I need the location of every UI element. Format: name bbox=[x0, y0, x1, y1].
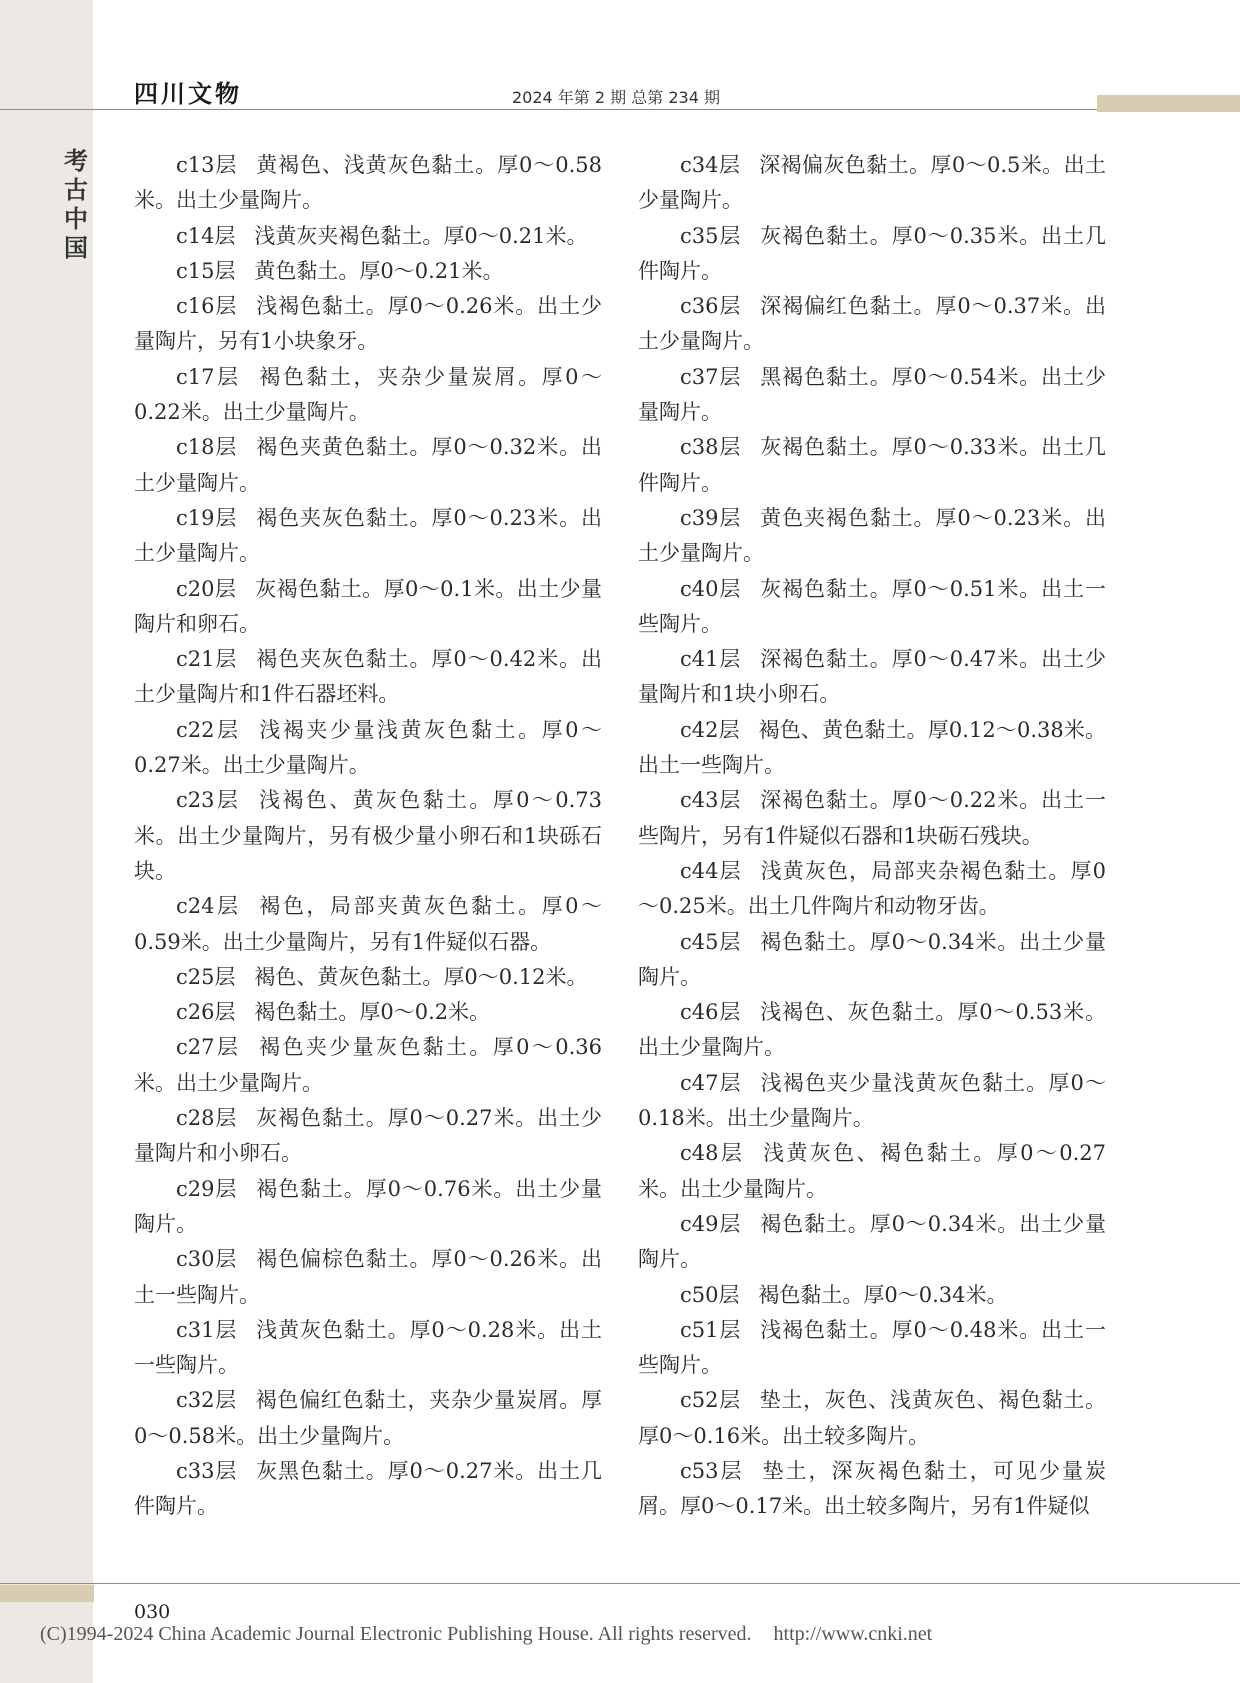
layer-description: 灰褐色黏土。厚0～0.51米。出土一些陶片。 bbox=[638, 576, 1106, 636]
journal-logo: 四川文物 bbox=[134, 80, 242, 108]
layer-id: c25层 bbox=[176, 964, 236, 989]
layer-entry bbox=[134, 1313, 602, 1384]
left-column bbox=[134, 148, 602, 1525]
layer-description: 褐色黏土，夹杂少量炭屑。厚0～0.22米。出土少量陶片。 bbox=[134, 364, 602, 425]
layer-id: c23层 bbox=[176, 788, 241, 813]
layer-id: c29层 bbox=[176, 1176, 238, 1201]
section-label bbox=[60, 146, 92, 262]
layer-entry bbox=[134, 642, 602, 713]
layer-description: 浅褐色夹少量浅黄灰色黏土。厚0～0.18米。出土少量陶片。 bbox=[638, 1070, 1106, 1131]
layer-id: c45层 bbox=[680, 929, 742, 954]
layer-id: c40层 bbox=[680, 576, 742, 601]
layer-id: c32层 bbox=[176, 1388, 237, 1413]
layer-entry bbox=[638, 148, 1106, 219]
layer-id: c30层 bbox=[176, 1247, 238, 1272]
layer-id: c39层 bbox=[680, 505, 742, 530]
layer-id: c37层 bbox=[680, 364, 742, 389]
layer-description: 褐色黏土。厚0～0.2米。 bbox=[254, 1000, 491, 1025]
layer-id: c13层 bbox=[176, 153, 238, 177]
layer-entry bbox=[134, 1172, 602, 1243]
layer-entry bbox=[638, 289, 1106, 360]
layer-description: 褐色夹少量灰色黏土。厚0～0.36米。出土少量陶片。 bbox=[134, 1035, 602, 1095]
copyright-notice bbox=[40, 1623, 932, 1646]
layer-description: 浅黄灰色，局部夹杂褐色黏土。厚0～0.25米。出土几件陶片和动物牙齿。 bbox=[638, 858, 1106, 919]
layer-description: 浅褐色黏土。厚0～0.26米。出土少量陶片，另有1小块象牙。 bbox=[134, 294, 602, 354]
section-label-char: 国 bbox=[64, 233, 88, 262]
layer-entry bbox=[638, 1454, 1106, 1525]
layer-description: 灰褐色黏土。厚0～0.1米。出土少量陶片和卵石。 bbox=[134, 576, 602, 636]
layer-entry bbox=[638, 1207, 1106, 1278]
layer-description: 褐色、黄灰色黏土。厚0～0.12米。 bbox=[254, 964, 588, 989]
layer-entry bbox=[134, 254, 602, 289]
copyright-text: (C)1994-2024 China Academic Journal Electronic Publishing House. All rights reserved. bbox=[40, 1623, 752, 1645]
section-label-char: 中 bbox=[64, 204, 88, 233]
layer-entry bbox=[638, 642, 1106, 713]
layer-id: c46层 bbox=[680, 1000, 742, 1025]
layer-description: 褐色偏棕色黏土。厚0～0.26米。出土一些陶片。 bbox=[134, 1247, 602, 1307]
layer-entry bbox=[638, 925, 1106, 996]
layer-id: c42层 bbox=[680, 717, 740, 742]
layer-entry bbox=[134, 289, 602, 360]
layer-entry bbox=[134, 1242, 602, 1313]
layer-description: 垫土，深灰褐色黏土，可见少量炭屑。厚0～0.17米。出土较多陶片，另有1件疑似 bbox=[638, 1458, 1106, 1519]
layer-entry bbox=[638, 995, 1106, 1066]
layer-description: 浅黄灰夹褐色黏土。厚0～0.21米。 bbox=[254, 223, 588, 248]
layer-description: 浅黄灰色黏土。厚0～0.28米。出土一些陶片。 bbox=[134, 1317, 602, 1378]
layer-id: c49层 bbox=[680, 1211, 742, 1236]
layer-entry bbox=[134, 1101, 602, 1172]
layer-description: 褐色黏土。厚0～0.34米。 bbox=[758, 1282, 1008, 1307]
layer-id: c20层 bbox=[176, 576, 237, 601]
layer-entry bbox=[134, 572, 602, 643]
layer-description: 灰黑色黏土。厚0～0.27米。出土几件陶片。 bbox=[134, 1458, 602, 1519]
header-accent-bar bbox=[1097, 95, 1240, 112]
layer-description: 黄色黏土。厚0～0.21米。 bbox=[254, 258, 504, 283]
layer-id: c50层 bbox=[680, 1282, 740, 1307]
layer-entry bbox=[638, 1066, 1106, 1137]
layer-description: 黄色夹褐色黏土。厚0～0.23米。出土少量陶片。 bbox=[638, 505, 1106, 566]
layer-description: 浅褐夹少量浅黄灰色黏土。厚0～0.27米。出土少量陶片。 bbox=[134, 717, 602, 778]
layer-description: 褐色、黄色黏土。厚0.12～0.38米。出土一些陶片。 bbox=[638, 717, 1106, 778]
layer-description: 深褐色黏土。厚0～0.47米。出土少量陶片和1块小卵石。 bbox=[638, 647, 1106, 707]
layer-entry bbox=[134, 960, 602, 995]
layer-id: c31层 bbox=[176, 1317, 238, 1342]
layer-description: 浅褐色、灰色黏土。厚0～0.53米。出土少量陶片。 bbox=[638, 1000, 1106, 1060]
layer-description: 褐色黏土。厚0～0.76米。出土少量陶片。 bbox=[134, 1176, 602, 1236]
layer-id: c43层 bbox=[680, 788, 742, 813]
layer-description: 浅褐色黏土。厚0～0.48米。出土一些陶片。 bbox=[638, 1317, 1106, 1378]
issue-info: 2024 年第 2 期 总第 234 期 bbox=[512, 88, 720, 107]
layer-entry bbox=[134, 501, 602, 572]
layer-entry bbox=[638, 572, 1106, 643]
layer-entry bbox=[134, 148, 602, 219]
layer-id: c24层 bbox=[176, 894, 241, 919]
layer-id: c53层 bbox=[680, 1458, 744, 1483]
layer-description: 灰褐色黏土。厚0～0.33米。出土几件陶片。 bbox=[638, 435, 1106, 495]
layer-entry bbox=[134, 219, 602, 254]
layer-entry bbox=[134, 995, 602, 1030]
layer-entry bbox=[134, 360, 602, 431]
layer-id: c52层 bbox=[680, 1388, 741, 1413]
layer-description: 深褐偏灰色黏土。厚0～0.5米。出土少量陶片。 bbox=[638, 153, 1106, 213]
layer-id: c27层 bbox=[176, 1035, 241, 1060]
layer-entry bbox=[638, 1383, 1106, 1454]
layer-description: 黑褐色黏土。厚0～0.54米。出土少量陶片。 bbox=[638, 364, 1106, 425]
layer-entry bbox=[638, 360, 1106, 431]
layer-id: c38层 bbox=[680, 435, 742, 460]
layer-description: 浅黄灰色、褐色黏土。厚0～0.27米。出土少量陶片。 bbox=[638, 1141, 1106, 1201]
layer-id: c36层 bbox=[680, 294, 742, 319]
layer-description: 黄褐色、浅黄灰色黏土。厚0～0.58米。出土少量陶片。 bbox=[134, 153, 602, 213]
layer-id: c18层 bbox=[176, 435, 238, 460]
cnki-url[interactable]: http://www.cnki.net bbox=[773, 1623, 933, 1645]
layer-id: c19层 bbox=[176, 505, 238, 530]
layer-id: c28层 bbox=[176, 1106, 238, 1131]
layer-entry bbox=[638, 713, 1106, 784]
layer-id: c34层 bbox=[680, 153, 741, 177]
layer-entry bbox=[638, 501, 1106, 572]
layer-entry bbox=[134, 430, 602, 501]
layer-entry bbox=[134, 713, 602, 784]
page-number: 030 bbox=[134, 1601, 171, 1623]
footer-divider bbox=[0, 1583, 1240, 1584]
layer-id: c16层 bbox=[176, 294, 238, 319]
layer-description: 褐色黏土。厚0～0.34米。出土少量陶片。 bbox=[638, 929, 1106, 989]
layer-description: 灰褐色黏土。厚0～0.35米。出土几件陶片。 bbox=[638, 223, 1106, 283]
layer-entry bbox=[638, 783, 1106, 854]
right-column bbox=[638, 148, 1106, 1525]
section-label-char: 古 bbox=[64, 175, 88, 204]
layer-description: 褐色偏红色黏土，夹杂少量炭屑。厚0～0.58米。出土少量陶片。 bbox=[134, 1388, 603, 1448]
layer-id: c15层 bbox=[176, 258, 236, 283]
layer-description: 浅褐色、黄灰色黏土。厚0～0.73米。出土少量陶片，另有极少量小卵石和1块砾石块。 bbox=[134, 788, 602, 883]
layer-description: 垫土，灰色、浅黄灰色、褐色黏土。厚0～0.16米。出土较多陶片。 bbox=[638, 1388, 1107, 1448]
layer-description: 褐色，局部夹黄灰色黏土。厚0～0.59米。出土少量陶片，另有1件疑似石器。 bbox=[134, 894, 602, 954]
layer-entry bbox=[134, 783, 602, 889]
layer-entry bbox=[134, 1454, 602, 1525]
layer-entry bbox=[638, 1278, 1106, 1313]
layer-entry bbox=[638, 854, 1106, 925]
layer-id: c33层 bbox=[176, 1458, 238, 1483]
header-divider bbox=[0, 109, 1240, 110]
layer-entry bbox=[134, 1030, 602, 1101]
layer-id: c17层 bbox=[176, 364, 241, 389]
layer-entry bbox=[638, 219, 1106, 290]
layer-id: c44层 bbox=[680, 858, 742, 883]
layer-entry bbox=[134, 889, 602, 960]
layer-description: 褐色黏土。厚0～0.34米。出土少量陶片。 bbox=[638, 1211, 1106, 1272]
layer-description: 深褐偏红色黏土。厚0～0.37米。出土少量陶片。 bbox=[638, 294, 1106, 354]
layer-id: c51层 bbox=[680, 1317, 742, 1342]
layer-id: c48层 bbox=[680, 1141, 745, 1166]
layer-id: c14层 bbox=[176, 223, 236, 248]
layer-entry bbox=[638, 430, 1106, 501]
layer-id: c22层 bbox=[176, 717, 241, 742]
layer-entry bbox=[638, 1136, 1106, 1207]
layer-id: c47层 bbox=[680, 1070, 742, 1095]
section-label-char: 考 bbox=[64, 146, 88, 175]
layer-description: 深褐色黏土。厚0～0.22米。出土一些陶片，另有1件疑似石器和1块砺石残块。 bbox=[638, 788, 1106, 848]
footer-accent-bar bbox=[0, 1585, 94, 1602]
layer-description: 褐色夹黄色黏土。厚0～0.32米。出土少量陶片。 bbox=[134, 435, 602, 495]
layer-entry bbox=[134, 1383, 602, 1454]
layer-description: 灰褐色黏土。厚0～0.27米。出土少量陶片和小卵石。 bbox=[134, 1106, 602, 1166]
layer-description: 褐色夹灰色黏土。厚0～0.23米。出土少量陶片。 bbox=[134, 505, 602, 566]
layer-description: 褐色夹灰色黏土。厚0～0.42米。出土少量陶片和1件石器坯料。 bbox=[134, 647, 602, 707]
layer-id: c26层 bbox=[176, 1000, 236, 1025]
layer-id: c41层 bbox=[680, 647, 742, 672]
layer-id: c21层 bbox=[176, 647, 238, 672]
layer-entry bbox=[638, 1313, 1106, 1384]
layer-id: c35层 bbox=[680, 223, 742, 248]
